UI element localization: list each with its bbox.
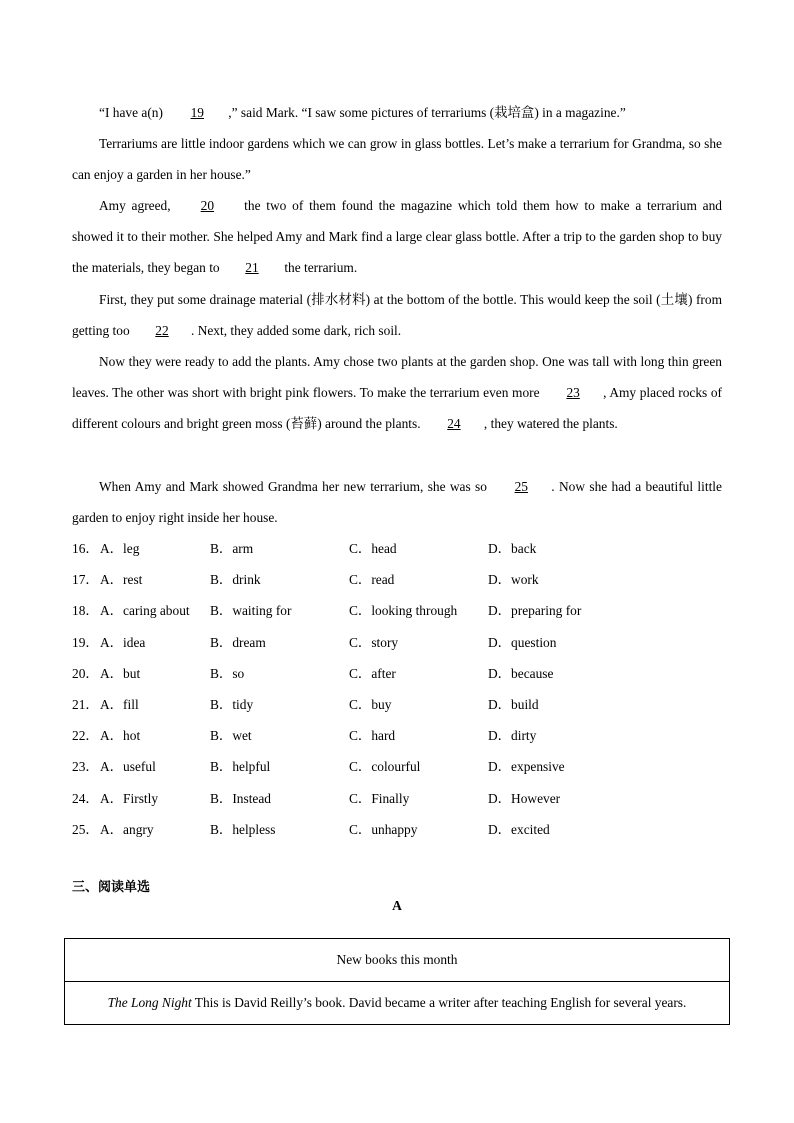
p6-text-after: . Now she had a beautiful little garden to enjoy right inside her house. bbox=[72, 479, 722, 526]
option-d: D．build bbox=[488, 696, 539, 712]
option-c: C．story bbox=[349, 634, 399, 650]
question-number: 17． bbox=[72, 572, 99, 588]
option-a: A．but bbox=[100, 665, 141, 681]
paragraph-2 bbox=[72, 128, 722, 190]
option-a: A．Firstly bbox=[100, 790, 159, 806]
table-cell bbox=[65, 982, 730, 1025]
table-header-row bbox=[65, 939, 730, 982]
option-b: B．tidy bbox=[210, 696, 254, 712]
option-c: C．buy bbox=[349, 696, 392, 712]
question-number: 24． bbox=[72, 790, 99, 806]
option-c: C．colourful bbox=[349, 759, 421, 775]
option-c: C．after bbox=[349, 665, 396, 681]
p2-text: Terrariums are little indoor gardens which we can grow in glass bottles. Let’s make a terrarium for Grandma, so she can enjoy a garden in her house.” bbox=[72, 136, 722, 183]
p5-text-middle: , Amy placed rocks of different colours and bright green moss (苔藓) around the plants. bbox=[72, 385, 722, 432]
book-title: The Long Night bbox=[107, 995, 192, 1010]
section-heading: 三、阅读单选 bbox=[72, 880, 151, 895]
blank-21: 21 bbox=[245, 260, 259, 276]
option-d: D．expensive bbox=[488, 759, 565, 775]
option-b: B．Instead bbox=[210, 790, 271, 806]
p3-text-middle: the two of them found the magazine which told them how to make a terrarium and showed it to their mother. She helped Amy and Mark find a large clear glass bottle. After a trip to the garden shop to buy the materials, they began to bbox=[72, 198, 722, 276]
option-d: D．dirty bbox=[488, 728, 537, 744]
option-a: A．angry bbox=[100, 821, 154, 837]
p1-text-before: “I have a(n) bbox=[99, 105, 167, 120]
option-c: C．read bbox=[349, 572, 395, 588]
paragraph-3 bbox=[72, 190, 722, 284]
option-b: B．helpful bbox=[210, 759, 271, 775]
option-a: A．caring about bbox=[100, 603, 190, 619]
blank-23: 23 bbox=[566, 385, 580, 401]
option-a: A．fill bbox=[100, 696, 139, 712]
blank-22: 22 bbox=[155, 323, 169, 339]
p4-text-before: First, they put some drainage material (排水材料) at the bottom of the bottle. This would keep the soil (土壤) from getting too bbox=[72, 292, 722, 339]
p4-text-after: . Next, they added some dark, rich soil. bbox=[191, 323, 402, 339]
table-header-cell: New books this month bbox=[65, 939, 730, 982]
p3-text-after: the terrarium. bbox=[280, 260, 358, 276]
question-number: 22． bbox=[72, 728, 99, 744]
option-d: D．However bbox=[488, 790, 561, 806]
option-d: D．because bbox=[488, 665, 554, 681]
option-a: A．hot bbox=[100, 728, 141, 744]
option-a: A．useful bbox=[100, 759, 156, 775]
question-number: 19． bbox=[72, 634, 99, 650]
blank-24: 24 bbox=[447, 416, 461, 432]
option-a: A．idea bbox=[100, 634, 146, 650]
option-a: A．rest bbox=[100, 572, 143, 588]
question-number: 23． bbox=[72, 759, 99, 775]
p1-text-after: ,” said Mark. “I saw some pictures of terrariums (栽培盒) in a magazine.” bbox=[228, 105, 626, 120]
blank-19: 19 bbox=[190, 105, 204, 120]
option-d: D．question bbox=[488, 634, 557, 650]
question-number: 18． bbox=[72, 603, 99, 619]
blank-20: 20 bbox=[200, 198, 215, 213]
option-c: C．hard bbox=[349, 728, 396, 744]
paragraph-6 bbox=[72, 471, 722, 533]
option-c: C．Finally bbox=[349, 790, 410, 806]
table-row bbox=[65, 982, 730, 1025]
p5-text-after: , they watered the plants. bbox=[483, 416, 618, 432]
p5-text-before: Now they were ready to add the plants. Amy chose two plants at the garden shop. One was tall with long thin green leaves. The other was short with bright pink flowers. To make the terrarium even more bbox=[72, 354, 722, 401]
question-number: 21． bbox=[72, 696, 99, 712]
option-b: B．wet bbox=[210, 728, 252, 744]
option-b: B．drink bbox=[210, 572, 261, 588]
p3-text-before: Amy agreed, bbox=[99, 198, 177, 213]
option-c: C．looking through bbox=[349, 603, 458, 619]
question-number: 20． bbox=[72, 665, 99, 681]
p6-text-before: When Amy and Mark showed Grandma her new terrarium, she was so bbox=[99, 479, 492, 494]
book-description: This is David Reilly’s book. David became a writer after teaching English for several years. bbox=[191, 995, 687, 1010]
option-c: C．unhappy bbox=[349, 821, 418, 837]
option-b: B．waiting for bbox=[210, 603, 292, 619]
option-b: B．helpless bbox=[210, 821, 276, 837]
paragraph-5 bbox=[72, 346, 722, 440]
option-d: D．excited bbox=[488, 821, 550, 837]
option-b: B．so bbox=[210, 665, 245, 681]
option-c: C．head bbox=[349, 541, 397, 556]
option-d: D．preparing for bbox=[488, 603, 582, 619]
section-sub-heading: A bbox=[392, 898, 402, 913]
blank-25: 25 bbox=[514, 479, 528, 494]
option-a: A．leg bbox=[100, 541, 140, 556]
question-number: 16． bbox=[72, 541, 99, 556]
paragraph-4 bbox=[72, 284, 722, 346]
question-number: 25． bbox=[72, 821, 99, 837]
books-table bbox=[64, 938, 730, 1025]
option-d: D．work bbox=[488, 572, 539, 588]
option-b: B．dream bbox=[210, 634, 266, 650]
option-d: D．back bbox=[488, 541, 537, 556]
option-b: B．arm bbox=[210, 541, 254, 556]
paragraph-1 bbox=[72, 97, 722, 128]
